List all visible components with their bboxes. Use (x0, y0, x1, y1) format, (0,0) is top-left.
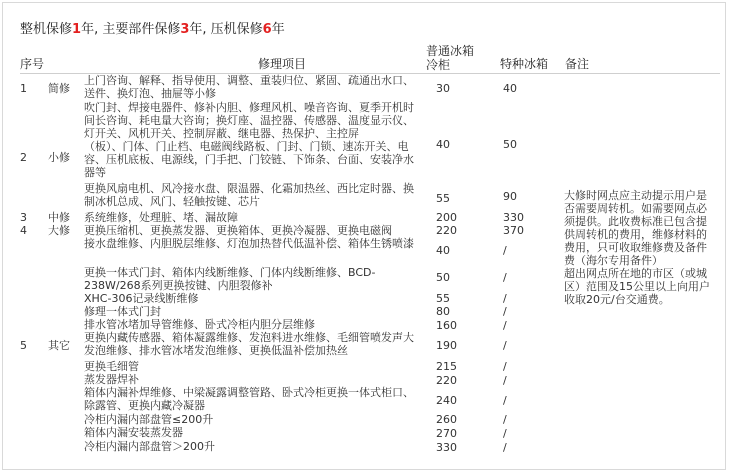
remark-paragraph-2: 超出网点所在地的市区（或城区）范围及15公里以上向用户收取20元/台交通费。 (564, 267, 710, 306)
remark-paragraph-1: 大修时网点应主动提示用户是否需要周转机。如需要网点必须提供。此收费标准已包含提供周转机的费用，维修材料的费用，只可收取维修费及备件费（海尔专用备件） (564, 189, 707, 267)
item-cell: 箱体内漏补焊维修、中梁凝露调整管路、卧式冷柜更换一体式柜口、除露管、更换内藏冷凝器 (84, 386, 414, 412)
seq-cell: 4 (20, 224, 27, 237)
item-cell: 更换一体式门封、箱体内线断维修、门体内线断维修、BCD-238W/268系列更换按键、内胆裂修补 (84, 266, 376, 292)
normal-price-cell: 30 (436, 82, 450, 95)
special-price-cell: 330 (503, 211, 524, 224)
normal-price-cell: 40 (436, 138, 450, 151)
header-special: 特种冰箱 (500, 57, 549, 71)
item-cell: 更换毛细管 (84, 360, 139, 373)
special-price-cell: / (503, 441, 507, 454)
item-cell: 上门咨询、解释、指导使用、调整、重装归位、紧固、疏通出水口、送件、换灯泡、抽屉等小修 (84, 74, 414, 100)
item-cell: 箱体内漏安装蒸发器 (84, 426, 183, 439)
remark-note (564, 189, 710, 306)
category-cell: 大修 (48, 224, 70, 237)
normal-price-cell: 260 (436, 413, 457, 426)
category-cell: 简修 (48, 82, 70, 95)
item-cell: 修理一体式门封 (84, 305, 161, 318)
header-item: 修理项目 (258, 57, 307, 71)
normal-price-cell: 330 (436, 441, 457, 454)
item-cell: 更换内藏传感器、箱体凝露维修、发泡料进水维修、毛细管喷发声大发泡维修、排水管冰堵发泡维修、更换低温补偿加热丝 (84, 331, 414, 357)
normal-price-cell: 55 (436, 192, 450, 205)
special-price-cell: / (503, 305, 507, 318)
seq-cell: 5 (20, 339, 27, 352)
seq-cell: 2 (20, 151, 27, 164)
normal-price-cell: 190 (436, 339, 457, 352)
normal-price-cell: 240 (436, 394, 457, 407)
category-cell: 其它 (48, 339, 70, 352)
item-cell: 更换风扇电机、风冷接水盘、限温器、化霜加热丝、西比定时器、换制冰机总成、风门、轻触按键、芯片 (84, 182, 414, 208)
special-price-cell: 370 (503, 224, 524, 237)
special-price-cell: / (503, 339, 507, 352)
item-cell: 冷柜内漏内部盘管＞200升 (84, 440, 215, 453)
item-cell: 吹门封、焊接电器件、修补内胆、修理风机、噪音咨询、夏季开机时间长咨询、耗电量大咨询；换灯座、温控器、传感器、温度显示仪、灯开关、风机开关、控制屏蔽、继电器、热保护、主控屏 (84, 101, 414, 140)
normal-price-cell: 40 (436, 244, 450, 257)
special-price-cell: / (503, 244, 507, 257)
normal-price-cell: 50 (436, 271, 450, 284)
item-cell: 更换压缩机、更换蒸发器、更换箱体、更换冷凝器、更换电磁阀 (84, 224, 392, 237)
special-price-cell: / (503, 413, 507, 426)
special-price-cell: / (503, 394, 507, 407)
item-cell: XHC-306记录线断维修 (84, 292, 199, 305)
header-remark: 备注 (565, 57, 590, 71)
item-cell: （板）、门体、门止档、电磁阀线路板、门封、门锁、速冻开关、电容、压机底板、电源线，门手把、门铰链、下饰条、台面、安装净水器等 (84, 140, 414, 179)
normal-price-cell: 80 (436, 305, 450, 318)
header-normal-line2: 冷柜 (426, 58, 451, 72)
page-title: 整机保修1年, 主要部件保修3年, 压机保修6年 (20, 22, 285, 37)
special-price-cell: / (503, 374, 507, 387)
header-seq: 序号 (20, 57, 45, 71)
category-cell: 中修 (48, 211, 70, 224)
special-price-cell: 40 (503, 82, 517, 95)
normal-price-cell: 200 (436, 211, 457, 224)
special-price-cell: / (503, 360, 507, 373)
header-normal-line1: 普通冰箱 (426, 44, 475, 58)
normal-price-cell: 160 (436, 319, 457, 332)
normal-price-cell: 215 (436, 360, 457, 373)
special-price-cell: / (503, 319, 507, 332)
item-cell: 蒸发器焊补 (84, 373, 139, 386)
category-cell: 小修 (48, 151, 70, 164)
special-price-cell: / (503, 271, 507, 284)
normal-price-cell: 270 (436, 427, 457, 440)
item-cell: 排水管冰堵加导管维修、卧式冷柜内胆分层维修 (84, 318, 315, 331)
item-cell: 冷柜内漏内部盘管≤200升 (84, 413, 214, 426)
seq-cell: 1 (20, 82, 27, 95)
special-price-cell: 90 (503, 190, 517, 203)
special-price-cell: 50 (503, 138, 517, 151)
normal-price-cell: 220 (436, 224, 457, 237)
normal-price-cell: 220 (436, 374, 457, 387)
seq-cell: 3 (20, 211, 27, 224)
item-cell: 系统维修，处理脏、堵、漏故障 (84, 211, 238, 224)
normal-price-cell: 55 (436, 292, 450, 305)
special-price-cell: / (503, 292, 507, 305)
item-cell: 接水盘维修、内胆脱层维修、灯泡加热替代低温补偿、箱体生锈喷漆 (84, 237, 414, 250)
special-price-cell: / (503, 427, 507, 440)
